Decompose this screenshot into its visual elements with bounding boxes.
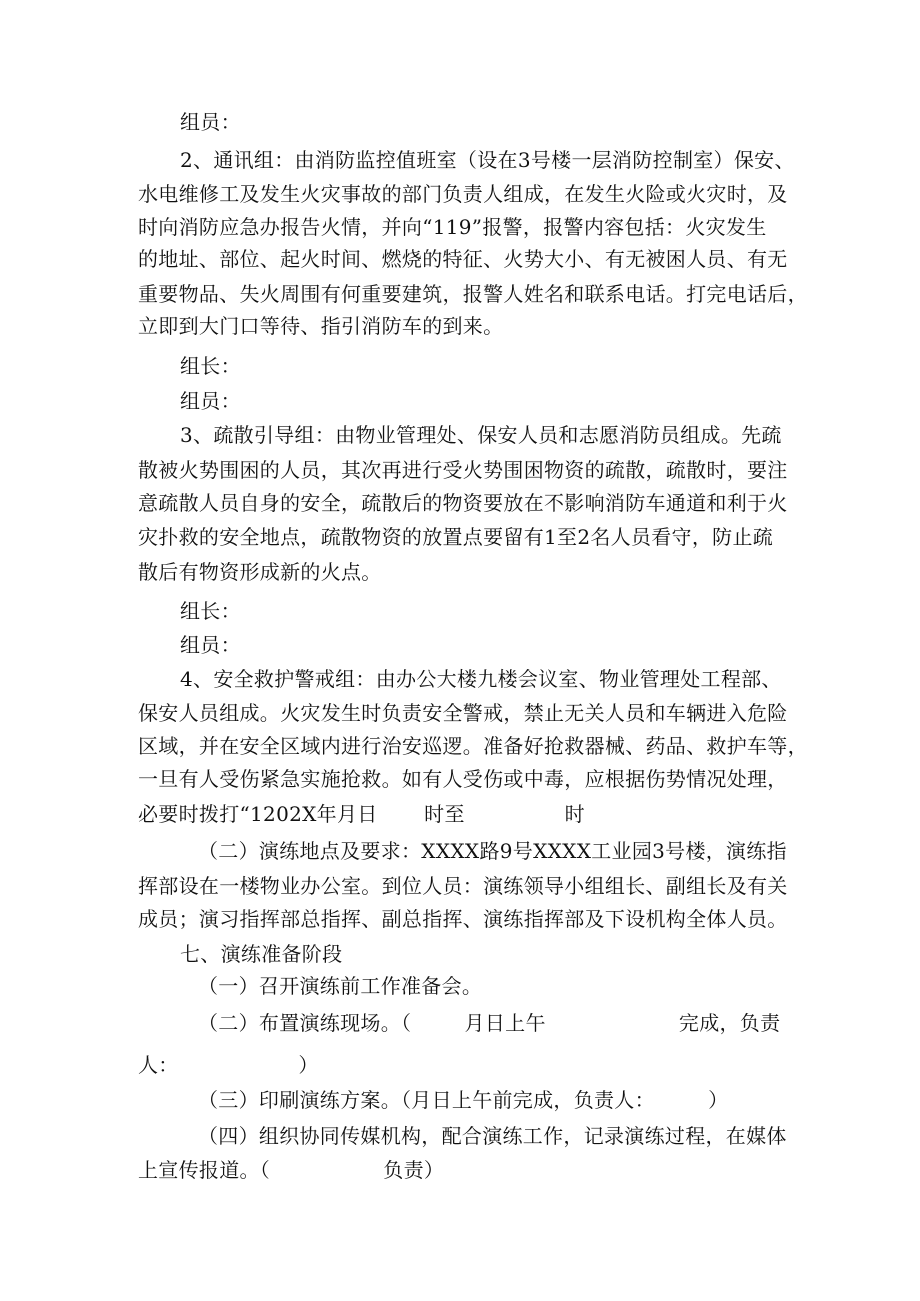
text-line: 水电维修工及发生火灾事故的部门负责人组成，在发生火险或火灾时，及	[138, 182, 788, 206]
text-line: 意疏散人员自身的安全，疏散后的物资要放在不影响消防车通道和利于火	[138, 491, 788, 515]
text-line: 挥部设在一楼物业办公室。到位人员：演练领导小组组长、副组长及有关	[138, 874, 788, 898]
text-line: 组员：	[180, 389, 241, 413]
text-line: 立即到大门口等待、指引消防车的到来。	[138, 314, 504, 338]
text-line: （四）组织协同传媒机构，配合演练工作，记录演练过程，在媒体	[198, 1124, 787, 1148]
text-line: 组员：	[180, 633, 241, 657]
text-line: 重要物品、失火周围有何重要建筑，报警人姓名和联系电话。打完电话后，	[138, 282, 808, 306]
text-line: 上宣传报道。（ 负责）	[138, 1158, 445, 1182]
text-line: 一旦有人受伤紧急实施抢救。如有人受伤或中毒，应根据伤势情况处理，	[138, 767, 788, 791]
text-line: 必要时拨打“1202X年月日 时至 时	[138, 802, 585, 826]
text-line: 灾扑救的安全地点，疏散物资的放置点要留有1至2名人员看守，防止疏	[138, 525, 774, 549]
text-line: 散被火势围困的人员，其次再进行受火势围困物资的疏散，疏散时，要注	[138, 458, 788, 482]
text-line: 4、安全救护警戒组：由办公大楼九楼会议室、物业管理处工程部、	[180, 667, 782, 691]
text-line: 的地址、部位、起火时间、燃烧的特征、火势大小、有无被困人员、有无	[138, 247, 788, 271]
text-line: 成员；演习指挥部总指挥、副总指挥、演练指挥部及下设机构全体人员。	[138, 907, 788, 931]
text-line: 组长：	[180, 354, 241, 378]
text-line: 人： ）	[138, 1053, 319, 1077]
text-line: 散后有物资形成新的火点。	[138, 560, 382, 584]
text-line: 保安人员组成。火灾发生时负责安全警戒，禁止无关人员和车辆进入危险	[138, 701, 788, 725]
text-line: 时向消防应急办报告火情，并向“119”报警，报警内容包括：火灾发生	[138, 215, 767, 239]
text-line: （二）布置演练现场。（ 月日上午 完成，负责	[198, 1011, 781, 1035]
section-heading: 七、演练准备阶段	[180, 942, 343, 966]
text-line: 3、疏散引导组：由物业管理处、保安人员和志愿消防员组成。先疏	[180, 423, 782, 447]
text-line: 组长：	[180, 599, 241, 623]
text-line: （二）演练地点及要求：XXXX路9号XXXX工业园3号楼，演练指	[198, 839, 787, 863]
text-line: 组员：	[180, 110, 241, 134]
text-line: 2、通讯组：由消防监控值班室（设在3号楼一层消防控制室）保安、	[180, 148, 795, 172]
text-line: （一）召开演练前工作准备会。	[198, 974, 483, 998]
text-line: 区域，并在安全区域内进行治安巡逻。准备好抢救器械、药品、救护车等，	[138, 734, 808, 758]
text-line: （三）印刷演练方案。（月日上午前完成，负责人： ）	[198, 1088, 729, 1112]
